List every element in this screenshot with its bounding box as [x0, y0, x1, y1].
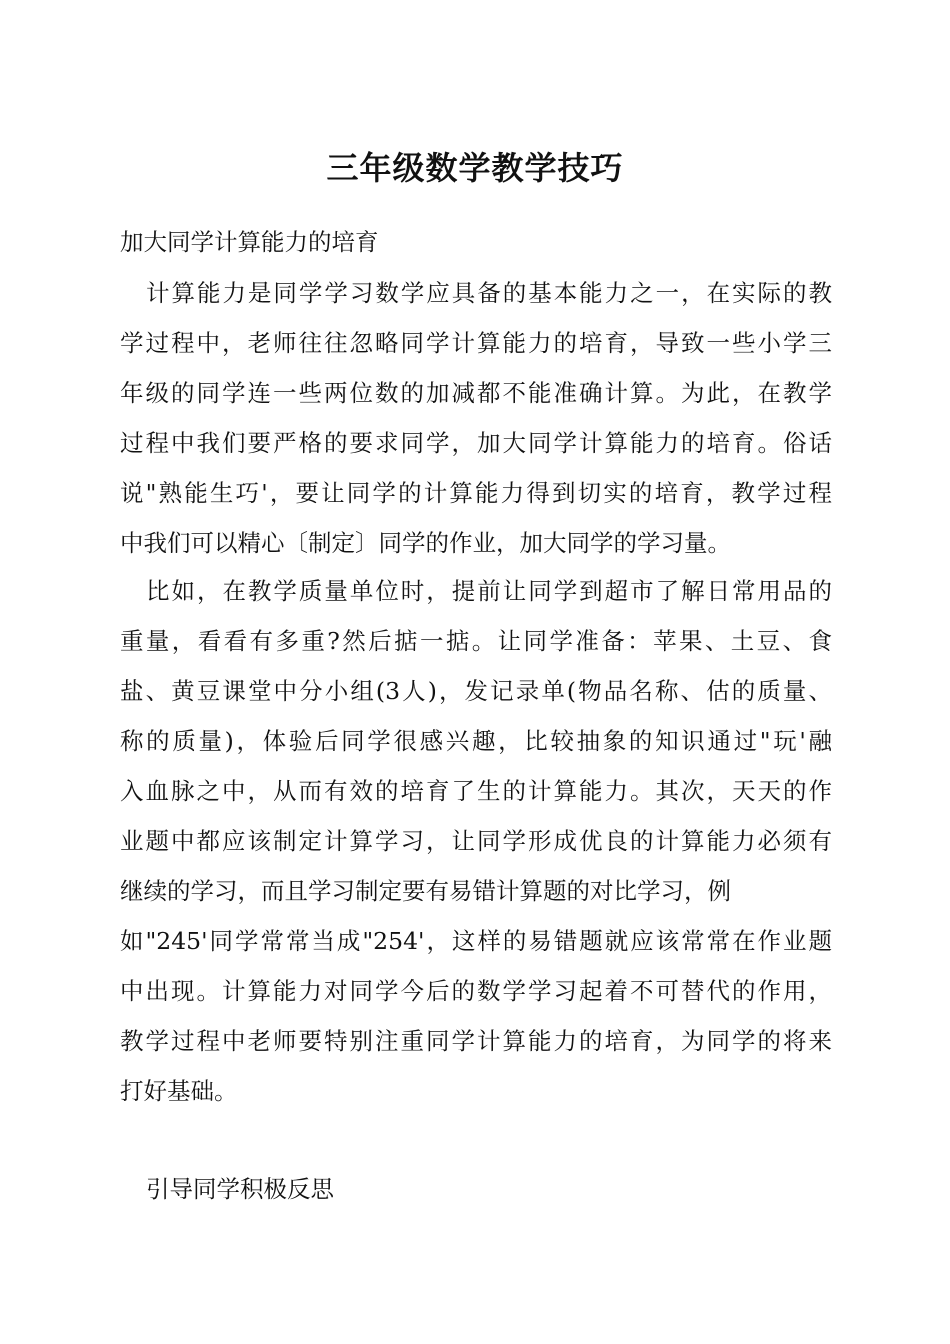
paragraph-2-line: 入血脉之中，从而有效的培育了生的计算能力。其次，天天的作	[120, 777, 832, 805]
paragraph-1-line: 说"熟能生巧'，要让同学的计算能力得到切实的培育，教学过程	[120, 479, 832, 507]
paragraph-1-line: 过程中我们要严格的要求同学，加大同学计算能力的培育。俗话	[120, 429, 832, 457]
section-heading-2: 引导同学积极反思	[146, 1175, 334, 1203]
paragraph-2-line: 盐、黄豆课堂中分小组(3人)，发记录单(物品名称、估的质量、	[120, 677, 832, 705]
section-heading-1: 加大同学计算能力的培育	[120, 228, 379, 256]
paragraph-2-line: 打好基础。	[120, 1077, 238, 1105]
paragraph-1-line: 中我们可以精心〔制定〕同学的作业，加大同学的学习量。	[120, 529, 731, 557]
paragraph-2-line: 重量，看看有多重?然后掂一掂。让同学准备：苹果、土豆、食	[120, 627, 832, 655]
paragraph-1-line: 年级的同学连一些两位数的加减都不能准确计算。为此，在教学	[120, 379, 832, 407]
paragraph-2-line: 中出现。计算能力对同学今后的数学学习起着不可替代的作用，	[120, 977, 832, 1005]
paragraph-1-line: 计算能力是同学学习数学应具备的基本能力之一，在实际的教	[146, 279, 832, 307]
paragraph-2-line: 业题中都应该制定计算学习，让同学形成优良的计算能力必须有	[120, 827, 832, 855]
paragraph-2-line: 继续的学习，而且学习制定要有易错计算题的对比学习，例	[120, 877, 731, 905]
paragraph-2-line: 称的质量)，体验后同学很感兴趣，比较抽象的知识通过"玩'融	[120, 727, 832, 755]
paragraph-2-line: 比如，在教学质量单位时，提前让同学到超市了解日常用品的	[146, 577, 832, 605]
paragraph-2-line: 如"245'同学常常当成"254'，这样的易错题就应该常常在作业题	[120, 927, 832, 955]
paragraph-2-line: 教学过程中老师要特别注重同学计算能力的培育，为同学的将来	[120, 1027, 832, 1055]
paragraph-1-line: 学过程中，老师往往忽略同学计算能力的培育，导致一些小学三	[120, 329, 832, 357]
document-title: 三年级数学教学技巧	[326, 149, 624, 187]
